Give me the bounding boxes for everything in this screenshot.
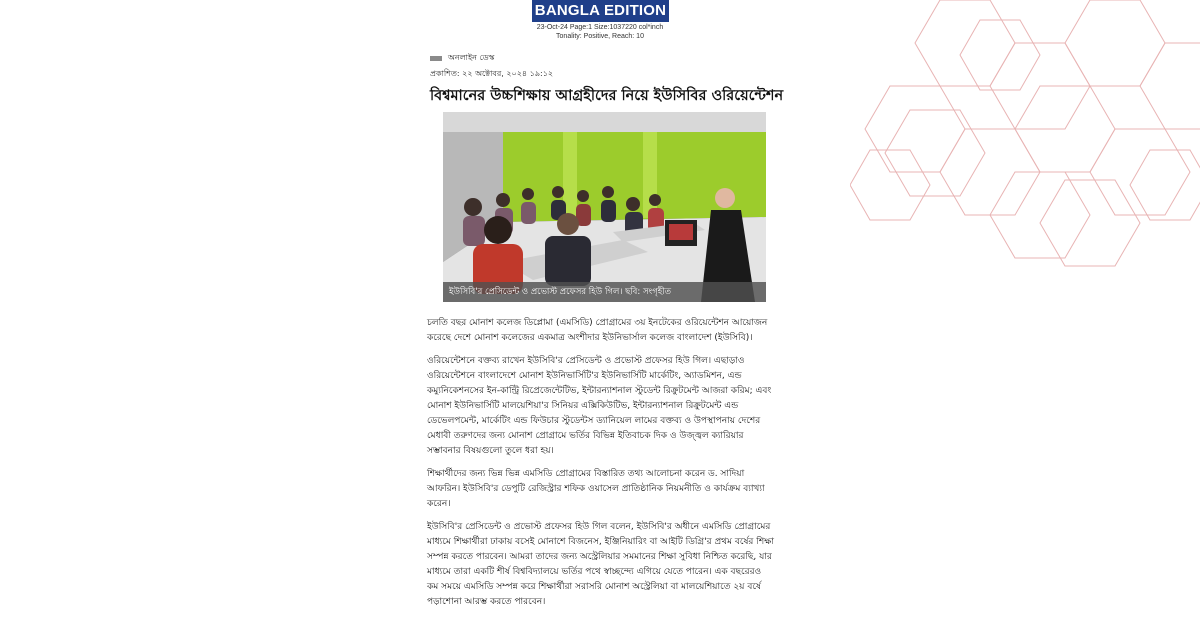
clip-meta <box>520 23 680 41</box>
desk-marker <box>430 56 442 61</box>
paragraph-1: চলতি বছর মোনাশ কলেজ ডিপ্লোমা (এমসিডি) প্রোগ্রামের ৩য় ইনটেকের ওরিয়েন্টেশন আয়োজন করেছে দেশে মোনাশ কলেজের একমাত্র অংশীদার ইউনিভার্সাল কলেজ বাংলাদেশ (ইউসিবি)। <box>427 318 768 343</box>
desk-label: অনলাইন ডেস্ক <box>448 53 495 62</box>
photo-caption: ইউসিবি'র প্রেসিডেন্ট ও প্রভোস্ট প্রফেসর হিউ গিল। ছবি: সংগৃহীত <box>443 282 766 302</box>
clip-meta-line-2: Tonality: Positive, Reach: 10 <box>556 33 644 40</box>
paragraph-2: ওরিয়েন্টেশনে বক্তব্য রাখেন ইউসিবি'র প্রেসিডেন্ট ও প্রভোস্ট প্রফেসর হিউ গিল। এছাড়াও ওরিয়েন্টেশনে বাংলাদেশে মোনাশ ইউনিভার্সিটি'র ইউনিভার্সিটি মার্কেটিং, অ্যাডমিশন, এন্ড কম্যুনিকেশনসের ইন-কান্ট্রি রিপ্রেজেন্টেটিভ, ইন্টারন্যাশনাল স্টুডেন্ট রিক্রুটমেন্ট আজরা করিম; এবং মোনাশ ইউনিভার্সিটি মালয়েশিয়া'র সিনিয়র এক্সিকিউটিভ, ইন্টারন্যাশনাল রিক্রুটমেন্ট এন্ড ডেভেলপমেন্ট, মার্কেটিং এন্ড ফিউচার স্টুডেন্টস ড্যানিয়েল লামের বক্তব্য ও উপস্থাপনায় দেশের মেধাবী তরুণদের জন্য মোনাশ প্রোগ্রামে ভর্তির বিভিন্ন ইতিবাচক দিক ও উজ্জ্বল ক্যারিয়ার সম্ভাবনার বিষয়গুলো তুলে ধরা হয়। <box>427 356 772 456</box>
clip-meta-line-1: 23-Oct-24 Page:1 Size:1037220 col*inch <box>536 24 664 31</box>
published-time: প্রকাশিত: ২২ অক্টোবর, ২০২৪ ১৯:১২ <box>430 69 554 78</box>
desk-row <box>430 52 494 64</box>
paragraph-4: ইউসিবি'র প্রেসিডেন্ট ও প্রভোস্ট প্রফেসর হিউ গিল বলেন, ইউসিবি'র অধীনে এমসিডি প্রোগ্রামের মাধ্যমে শিক্ষার্থীরা ঢাকায় বসেই মোনাশে বিজনেস, ইঞ্জিনিয়ারিং বা আইটি ডিগ্রি'র প্রথম বর্ষের শিক্ষা সম্পন্ন করতে পারবেন। আমরা তাদের জন্য অস্ট্রেলিয়ার সমমানের শিক্ষা সুবিধা নিশ্চিত করেছি, যার মাধ্যমে তারা একটি শীর্ষ বিশ্ববিদ্যালয়ে ভর্তির পথে স্বাচ্ছন্দ্যে এগিয়ে যেতে পারেন। এক বছরেরও কম সময়ে এমসিডি সম্পন্ন করে শিক্ষার্থীরা সরাসরি মোনাশ অস্ট্রেলিয়া বা মালয়েশিয়াতে ২য় বর্ষে পড়াশোনা আরম্ভ করতে পারবেন। <box>427 522 775 607</box>
article-body <box>427 316 775 618</box>
classroom-photo-illustration <box>443 112 766 302</box>
masthead-logo: BANGLA EDITION <box>532 0 669 22</box>
paragraph-3: শিক্ষার্থীদের জন্য ভিন্ন ভিন্ন এমসিডি প্রোগ্রামের বিস্তারিত তথ্য আলোচনা করেন ড. সাদিয়া আফরিন। ইউসিবি'র ডেপুটি রেজিস্ট্রার শফিক ওয়াসেল প্রাতিষ্ঠানিক নিয়মনীতি ও কার্যক্রম ব্যাখ্যা করেন। <box>427 469 765 509</box>
decorative-hexagon-pattern <box>850 0 1200 290</box>
article-photo <box>443 112 766 302</box>
article-headline: বিশ্বমানের উচ্চশিক্ষায় আগ্রহীদের নিয়ে ইউসিবির ওরিয়েন্টেশন <box>430 88 784 104</box>
